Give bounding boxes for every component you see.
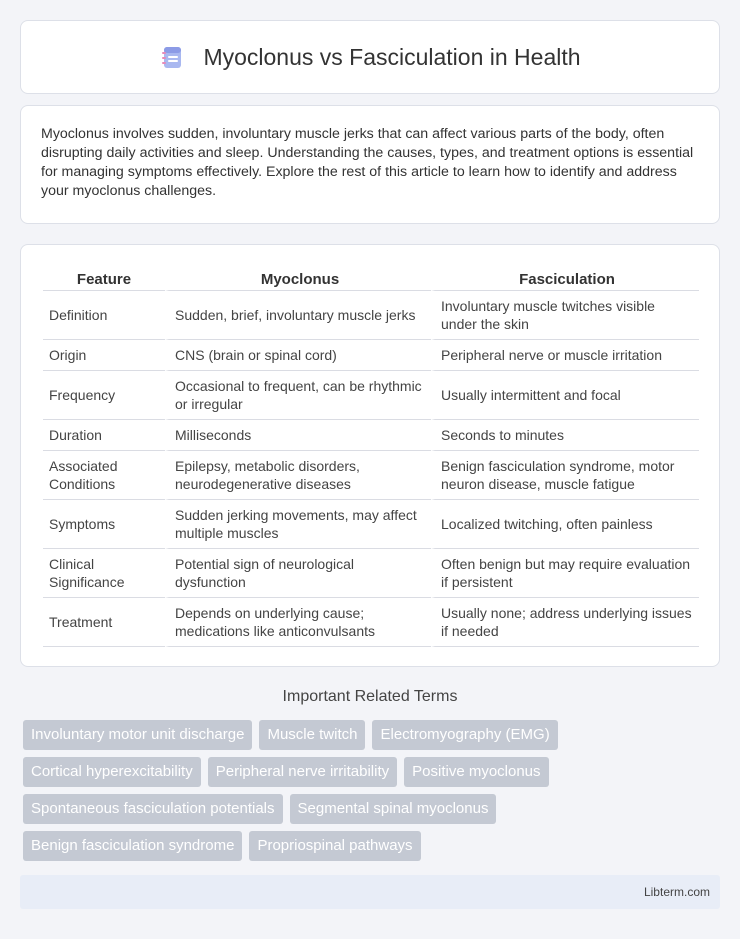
fasciculation-cell: Localized twitching, often painless (431, 500, 699, 549)
table-header-row (43, 265, 699, 291)
comparison-card (20, 244, 720, 667)
feature-cell: Origin (43, 340, 165, 371)
tag-row (23, 757, 723, 787)
myoclonus-cell: Sudden jerking movements, may affect multiple muscles (165, 500, 431, 549)
fasciculation-cell: Peripheral nerve or muscle irritation (431, 340, 699, 371)
feature-cell: Duration (43, 420, 165, 451)
table-row (43, 371, 699, 420)
table-row (43, 451, 699, 500)
header-fasciculation: Fasciculation (431, 265, 699, 291)
feature-cell: Definition (43, 291, 165, 340)
related-terms-title: Important Related Terms (282, 688, 458, 705)
myoclonus-cell: Epilepsy, metabolic disorders, neurodegenerative diseases (165, 451, 431, 500)
table-row (43, 549, 699, 598)
feature-cell: Associated Conditions (43, 451, 165, 500)
myoclonus-cell: CNS (brain or spinal cord) (165, 340, 431, 371)
intro-text: Myoclonus involves sudden, involuntary muscle jerks that can affect various parts of the body, often disrupting daily activities and sleep. Understanding the causes, types, and treatment options is essential for managing symptoms effectively. Explore the rest of this article to learn how to identify and address your myoclonus challenges. (41, 126, 694, 199)
fasciculation-cell: Involuntary muscle twitches visible under the skin (431, 291, 699, 340)
related-terms-list (23, 720, 723, 868)
related-term-tag[interactable]: Propriospinal pathways (249, 831, 420, 861)
page-title: Myoclonus vs Fasciculation in Health (203, 43, 581, 70)
table-row (43, 500, 699, 549)
fasciculation-cell: Benign fasciculation syndrome, motor neuron disease, muscle fatigue (431, 451, 699, 500)
myoclonus-cell: Occasional to frequent, can be rhythmic or irregular (165, 371, 431, 420)
footer (20, 875, 720, 909)
notebook-icon (159, 44, 185, 70)
myoclonus-cell: Depends on underlying cause; medications like anticonvulsants (165, 598, 431, 647)
myoclonus-cell: Potential sign of neurological dysfunction (165, 549, 431, 598)
header-feature: Feature (43, 265, 165, 291)
related-term-tag[interactable]: Positive myoclonus (404, 757, 548, 787)
footer-site-link[interactable]: Libterm.com (643, 885, 710, 899)
related-term-tag[interactable]: Benign fasciculation syndrome (23, 831, 242, 861)
tag-row (23, 831, 723, 861)
related-term-tag[interactable]: Segmental spinal myoclonus (290, 794, 497, 824)
fasciculation-cell: Usually intermittent and focal (431, 371, 699, 420)
related-term-tag[interactable]: Cortical hyperexcitability (23, 757, 201, 787)
header-myoclonus: Myoclonus (165, 265, 431, 291)
intro-card (20, 105, 720, 224)
feature-cell: Treatment (43, 598, 165, 647)
comparison-table (43, 265, 699, 647)
related-term-tag[interactable]: Spontaneous fasciculation potentials (23, 794, 283, 824)
related-term-tag[interactable]: Muscle twitch (259, 720, 365, 750)
feature-cell: Symptoms (43, 500, 165, 549)
feature-cell: Clinical Significance (43, 549, 165, 598)
table-row (43, 340, 699, 371)
fasciculation-cell: Seconds to minutes (431, 420, 699, 451)
related-term-tag[interactable]: Involuntary motor unit discharge (23, 720, 252, 750)
fasciculation-cell: Often benign but may require evaluation if persistent (431, 549, 699, 598)
tag-row (23, 720, 723, 750)
myoclonus-cell: Sudden, brief, involuntary muscle jerks (165, 291, 431, 340)
fasciculation-cell: Usually none; address underlying issues if needed (431, 598, 699, 647)
related-term-tag[interactable]: Electromyography (EMG) (372, 720, 557, 750)
myoclonus-cell: Milliseconds (165, 420, 431, 451)
tag-row (23, 794, 723, 824)
table-row (43, 291, 699, 340)
table-row (43, 598, 699, 647)
title-card (20, 20, 720, 94)
table-row (43, 420, 699, 451)
related-term-tag[interactable]: Peripheral nerve irritability (208, 757, 397, 787)
feature-cell: Frequency (43, 371, 165, 420)
